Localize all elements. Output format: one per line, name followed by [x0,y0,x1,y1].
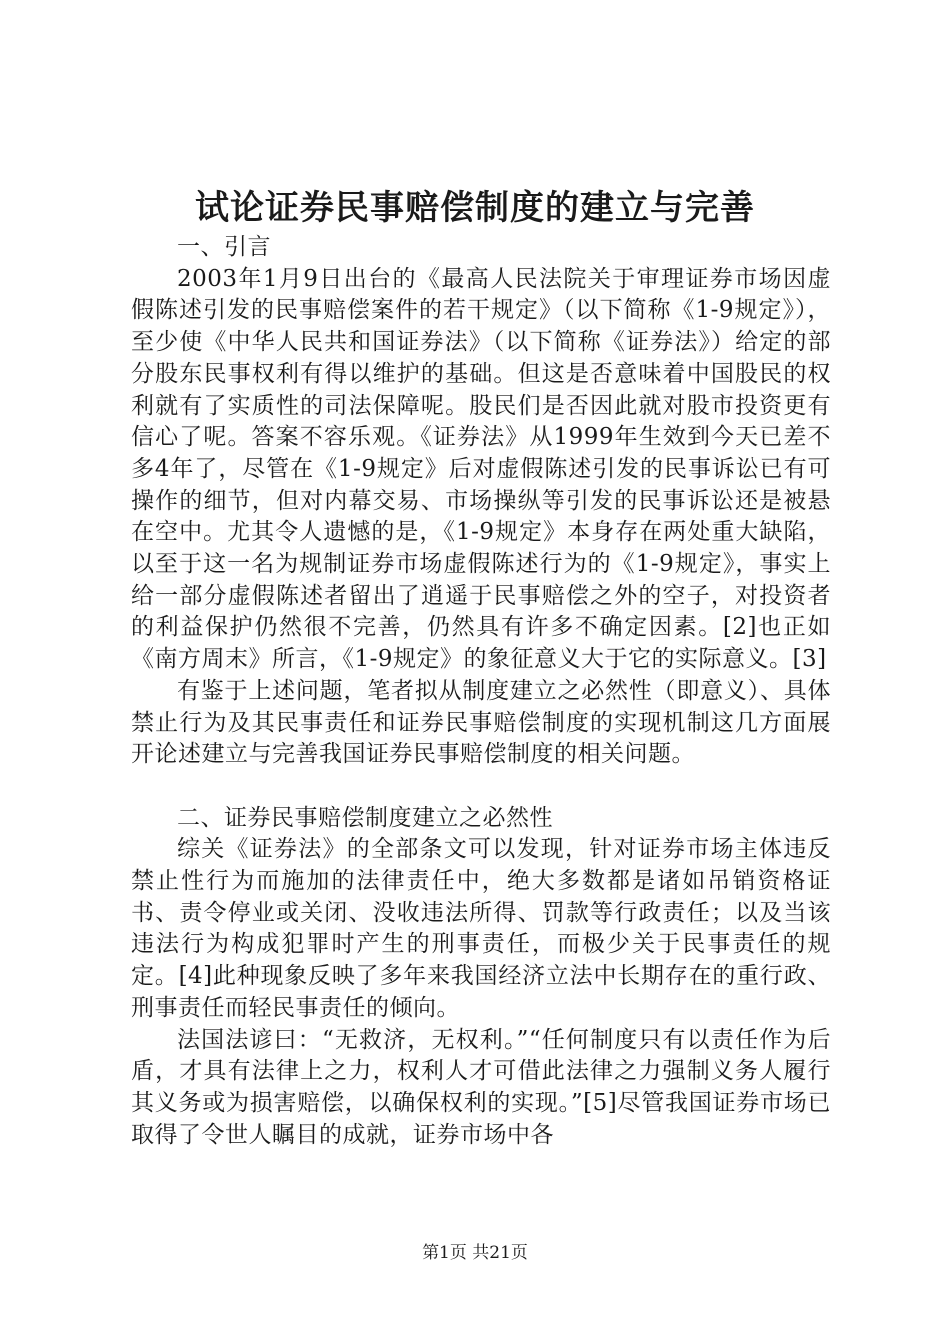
body-paragraph: 有鉴于上述问题，笔者拟从制度建立之必然性（即意义）、具体禁止行为及其民事责任和证券民事赔偿制度的实现机制这几方面展开论述建立与完善我国证券民事赔偿制度的相关问题。 [131,677,831,768]
body-paragraph: 法国法谚曰：“无救济，无权利。”“任何制度只有以责任作为后盾，才具有法律上之力，权利人才可借此法律之力强制义务人履行其义务或为损害赔偿，以确保权利的实现。”[5]尽管我国证券市场已取得了令世人瞩目的成就，证券市场中各 [131,1026,831,1148]
body-paragraph: 综关《证券法》的全部条文可以发现，针对证券市场主体违反禁止性行为而施加的法律责任中，绝大多数都是诸如吊销资格证书、责令停业或关闭、没收违法所得、罚款等行政责任；以及当该违法行为构成犯罪时产生的刑事责任，而极少关于民事责任的规定。[4]此种现象反映了多年来我国经济立法中长期存在的重行政、刑事责任而轻民事责任的倾向。 [131,836,831,1021]
document-body [131,232,831,1151]
section-heading-necessity: 二、证券民事赔偿制度建立之必然性 [177,804,553,831]
document-title: 试论证券民事赔偿制度的建立与完善 [195,188,755,228]
body-paragraph: 2003年1月9日出台的《最高人民法院关于审理证券市场因虚假陈述引发的民事赔偿案件的若干规定》（以下简称《1-9规定》），至少使《中华人民共和国证券法》（以下简称《证券法》）给定的部分股东民事权利有得以维护的基础。但这是否意味着中国股民的权利就有了实质性的司法保障呢。股民们是否因此就对股市投资更有信心了呢。答案不容乐观。《证券法》从1999年生效到今天已差不多4年了，尽管在《1-9规定》后对虚假陈述引发的民事诉讼已有可操作的细节，但对内幕交易、市场操纵等引发的民事诉讼还是被悬在空中。尤其令人遗憾的是，《1-9规定》本身存在两处重大缺陷，以至于这一名为规制证券市场虚假陈述行为的《1-9规定》，事实上给一部分虚假陈述者留出了逍遥于民事赔偿之外的空子，对投资者的利益保护仍然很不完善，仍然具有许多不确定因素。[2]也正如《南方周末》所言，《1-9规定》的象征意义大于它的实际意义。[3] [131,265,831,673]
section-heading-introduction: 一、引言 [177,234,271,260]
page-number-footer: 第1页 共21页 [422,1243,528,1263]
paragraph-spacer [131,771,831,803]
